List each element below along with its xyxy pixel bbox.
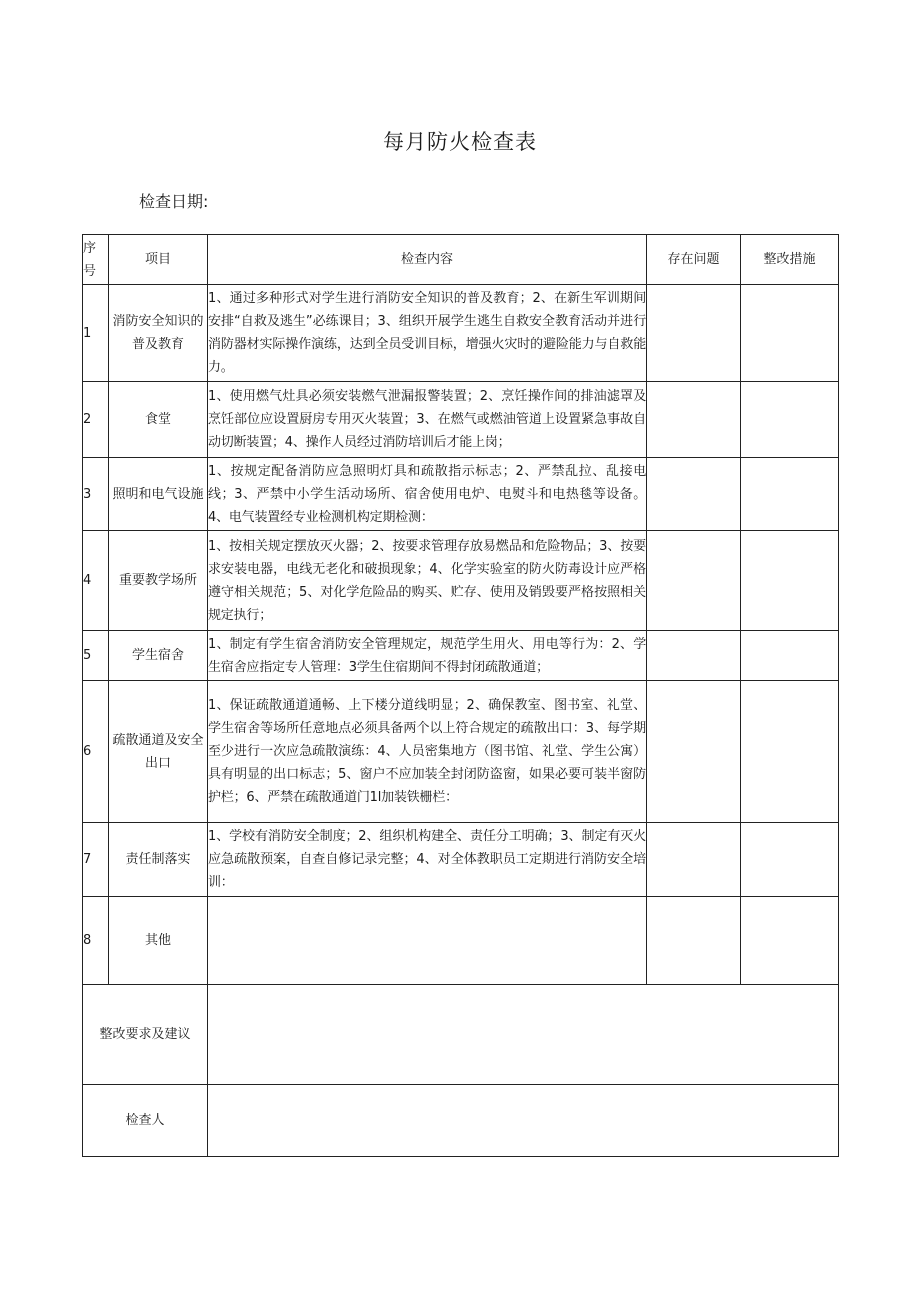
- row-seq: 6: [83, 681, 109, 823]
- table-row: [83, 285, 839, 382]
- row-seq: 5: [83, 631, 109, 681]
- page-title: 每月防火检查表: [383, 130, 537, 154]
- inspector-row: [83, 1085, 839, 1157]
- inspector-field[interactable]: [208, 1085, 839, 1157]
- row-measure-cell[interactable]: [741, 681, 839, 823]
- row-measure-cell[interactable]: [741, 458, 839, 531]
- row-content[interactable]: [208, 897, 647, 985]
- table-row: [83, 458, 839, 531]
- header-content: 检查内容: [208, 235, 647, 285]
- row-content: 1、学校有消防安全制度；2、组织机构建全、责任分工明确；3、制定有灭火应急疏散预案，自查自修记录完整；4、对全体教职员工定期进行消防安全培训：: [208, 823, 647, 897]
- fire-inspection-table: [82, 234, 839, 1157]
- table-row: [83, 531, 839, 631]
- row-problem-cell[interactable]: [647, 285, 741, 382]
- row-problem-cell[interactable]: [647, 382, 741, 458]
- inspection-date-label: 检查日期:: [139, 192, 209, 211]
- row-content: 1、保证疏散通道通畅、上下楼分道线明显；2、确保教室、图书室、礼堂、学生宿舍等场所任意地点必须具备两个以上符合规定的疏散出口：3、每学期至少进行一次应急疏散演练：4、人员密集地方（图书馆、礼堂、学生公寓）具有明显的出口标志；5、窗户不应加装全封闭防盗窗，如果必要可装半窗防护栏；6、严禁在疏散通道门1l加装铁栅栏：: [208, 681, 647, 823]
- row-item: 疏散通道及安全出口: [109, 681, 208, 823]
- row-content: 1、制定有学生宿舍消防安全管理规定，规范学生用火、用电等行为：2、学生宿舍应指定专人管理：3学生住宿期间不得封闭疏散通道；: [208, 631, 647, 681]
- row-measure-cell[interactable]: [741, 897, 839, 985]
- row-item: 学生宿舍: [109, 631, 208, 681]
- row-seq: 2: [83, 382, 109, 458]
- suggestions-label: 整改要求及建议: [83, 985, 208, 1085]
- table-row: [83, 382, 839, 458]
- table-row: [83, 681, 839, 823]
- table-header-row: [83, 235, 839, 285]
- row-problem-cell[interactable]: [647, 823, 741, 897]
- row-content: 1、按规定配备消防应急照明灯具和疏散指示标志；2、严禁乱拉、乱接电线；3、严禁中小学生活动场所、宿舍使用电炉、电熨斗和电热毯等设备。4、电气装置经专业检测机构定期检测：: [208, 458, 647, 531]
- row-problem-cell[interactable]: [647, 681, 741, 823]
- header-seq: 序号: [83, 235, 109, 285]
- row-seq: 1: [83, 285, 109, 382]
- row-problem-cell[interactable]: [647, 897, 741, 985]
- row-measure-cell[interactable]: [741, 631, 839, 681]
- table-row: [83, 631, 839, 681]
- row-seq: 4: [83, 531, 109, 631]
- row-seq: 8: [83, 897, 109, 985]
- row-item: 消防安全知识的普及教育: [109, 285, 208, 382]
- suggestions-field[interactable]: [208, 985, 839, 1085]
- row-seq: 3: [83, 458, 109, 531]
- row-content: 1、使用燃气灶具必须安装燃气泄漏报警装置；2、烹饪操作间的排油滤罩及烹饪部位应设置厨房专用灭火装置；3、在燃气或燃油管道上设置紧急事故自动切断装置；4、操作人员经过消防培训后才能上岗；: [208, 382, 647, 458]
- row-item: 重要教学场所: [109, 531, 208, 631]
- row-measure-cell[interactable]: [741, 382, 839, 458]
- row-problem-cell[interactable]: [647, 458, 741, 531]
- row-measure-cell[interactable]: [741, 531, 839, 631]
- row-item: 其他: [109, 897, 208, 985]
- table-row: [83, 823, 839, 897]
- row-content: 1、按相关规定摆放灭火器；2、按要求管理存放易燃品和危险物品；3、按要求安装电器，电线无老化和破损现象；4、化学实验室的防火防毒设计应严格遵守相关规范；5、对化学危险品的购买、贮存、使用及销毁要严格按照相关规定执行；: [208, 531, 647, 631]
- suggestions-row: [83, 985, 839, 1085]
- row-problem-cell[interactable]: [647, 631, 741, 681]
- row-seq: 7: [83, 823, 109, 897]
- row-item: 责任制落实: [109, 823, 208, 897]
- row-item: 照明和电气设施: [109, 458, 208, 531]
- row-item: 食堂: [109, 382, 208, 458]
- header-problem: 存在问题: [647, 235, 741, 285]
- row-problem-cell[interactable]: [647, 531, 741, 631]
- header-item: 项目: [109, 235, 208, 285]
- row-measure-cell[interactable]: [741, 285, 839, 382]
- inspector-label: 检查人: [83, 1085, 208, 1157]
- table-row: [83, 897, 839, 985]
- row-content: 1、通过多种形式对学生进行消防安全知识的普及教育；2、在新生军训期间安排“自救及逃生”必练课目；3、组织开展学生逃生自救安全教育活动并进行消防器材实际操作演练，达到全员受训目标，增强火灾时的避险能力与自救能力。: [208, 285, 647, 382]
- row-measure-cell[interactable]: [741, 823, 839, 897]
- header-measure: 整改措施: [741, 235, 839, 285]
